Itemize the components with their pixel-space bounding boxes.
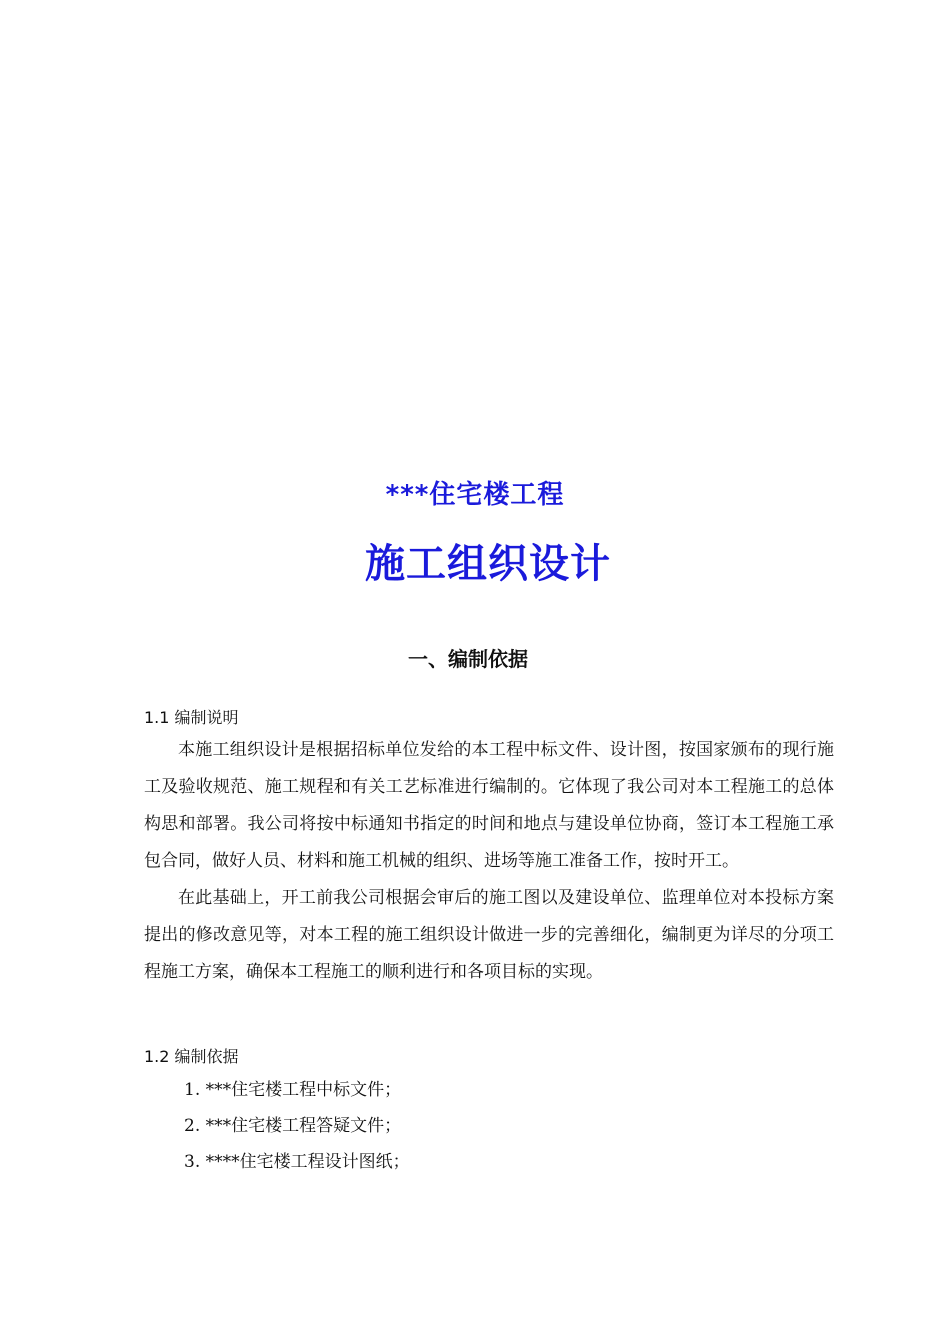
project-title: ***住宅楼工程	[385, 480, 565, 510]
document-title: 施工组织设计	[365, 540, 611, 587]
basis-list	[184, 1072, 834, 1180]
subsection-heading-1-2: 1.2 编制依据	[144, 1047, 239, 1066]
subsection-heading-1-1: 1.1 编制说明	[144, 708, 239, 727]
subsection-body-1-1	[144, 732, 834, 991]
section-heading: 一、编制依据	[408, 647, 528, 671]
list-item: 3. ****住宅楼工程设计图纸；	[184, 1152, 410, 1172]
paragraph: 在此基础上，开工前我公司根据会审后的施工图以及建设单位、监理单位对本投标方案提出的修改意见等，对本工程的施工组织设计做进一步的完善细化，编制更为详尽的分项工程施工方案，确保本工程施工的顺利进行和各项目标的实现。	[144, 888, 834, 982]
list-item: 1. ***住宅楼工程中标文件；	[184, 1080, 402, 1100]
paragraph: 本施工组织设计是根据招标单位发给的本工程中标文件、设计图，按国家颁布的现行施工及验收规范、施工规程和有关工艺标准进行编制的。它体现了我公司对本工程施工的总体构思和部署。我公司将按中标通知书指定的时间和地点与建设单位协商，签订本工程施工承包合同，做好人员、材料和施工机械的组织、进场等施工准备工作，按时开工。	[144, 740, 834, 871]
list-item: 2. ***住宅楼工程答疑文件；	[184, 1116, 402, 1136]
